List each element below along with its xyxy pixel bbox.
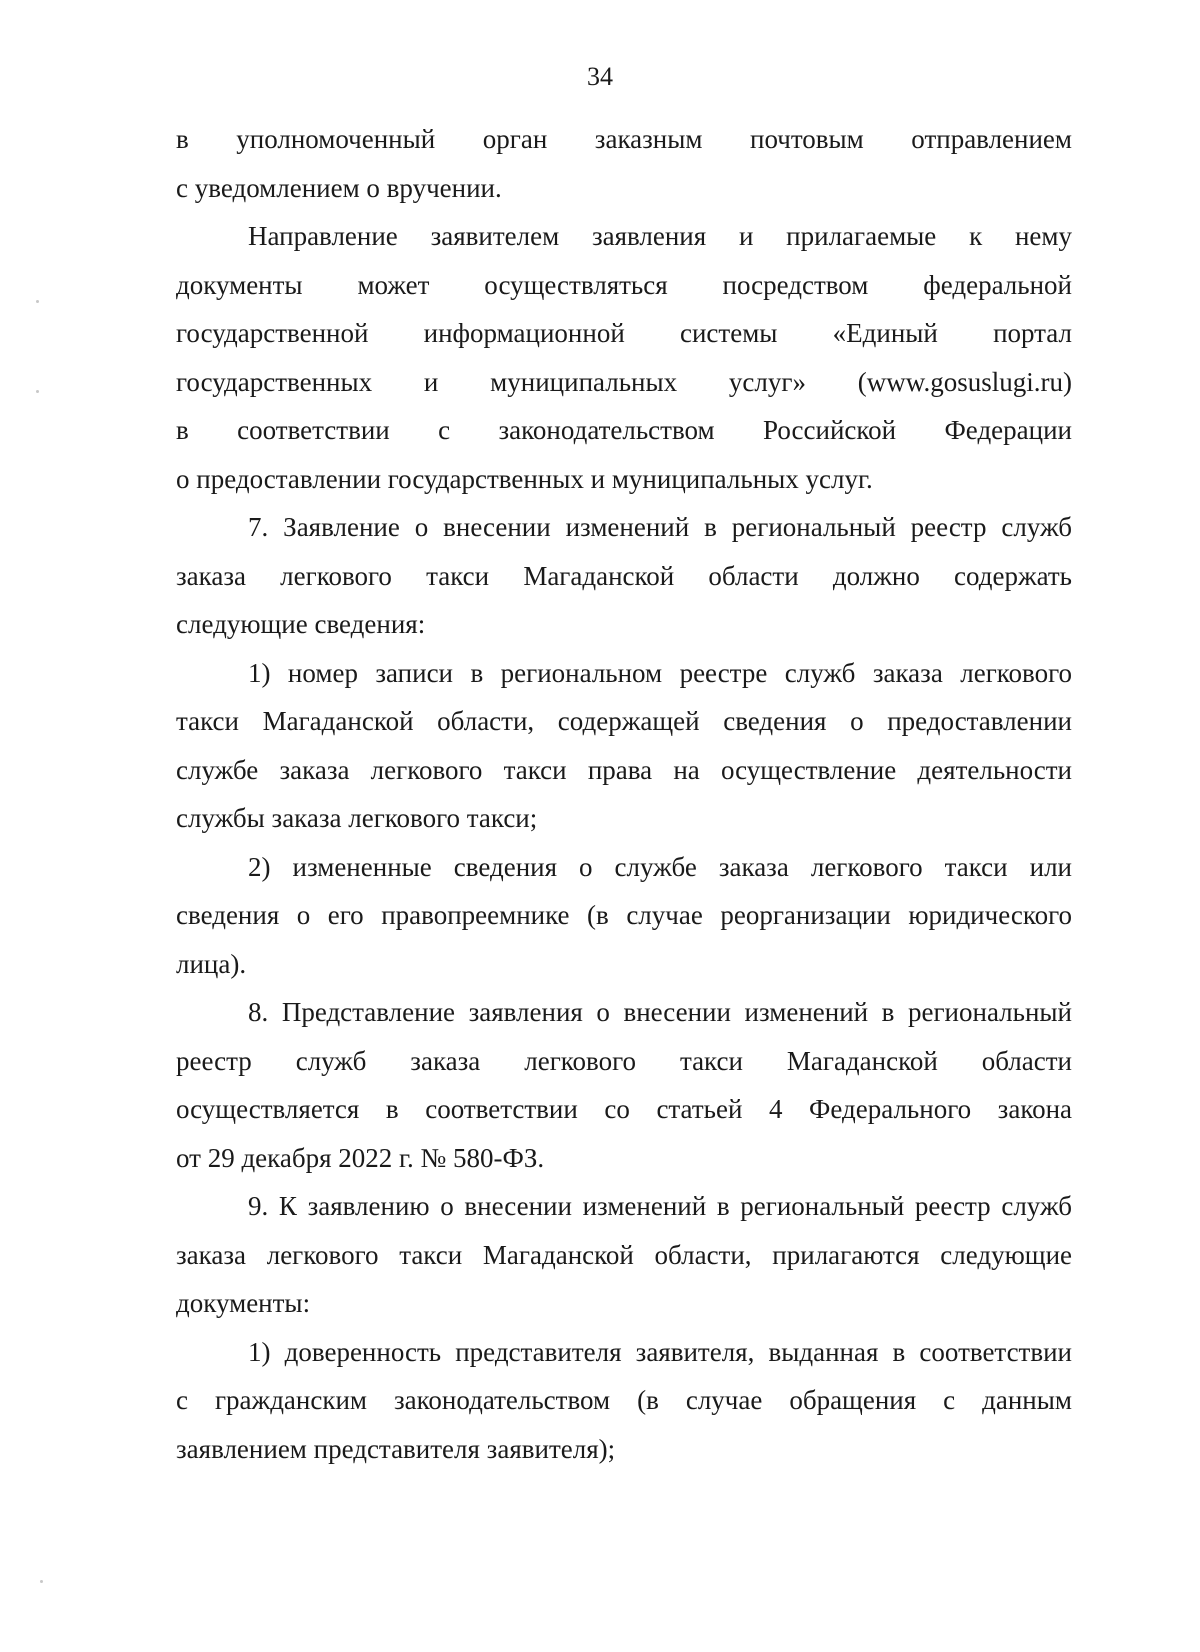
text-line: заявлением представителя заявителя); xyxy=(176,1433,616,1464)
paragraph-start-line: 9. К заявлению о внесении изменений в региональный реестр служб xyxy=(248,1191,1072,1221)
scan-speck xyxy=(40,1580,43,1583)
text-line: от 29 декабря 2022 г. № 580-ФЗ. xyxy=(176,1142,545,1173)
text-line: в уполномоченный орган заказным почтовым отправлением xyxy=(176,124,1072,154)
page-number: 34 xyxy=(587,62,613,91)
paragraph-start-line: 1) доверенность представителя заявителя, выданная в соответствии xyxy=(248,1336,1072,1367)
text-line: заказа легкового такси Магаданской области должно содержать xyxy=(176,560,1072,591)
scan-speck xyxy=(36,390,39,393)
scan-speck xyxy=(36,300,39,303)
text-line: о предоставлении государственных и муниципальных услуг. xyxy=(176,463,873,494)
text-line: государственной информационной системы «Единый портал xyxy=(176,318,1072,348)
paragraph-start-line: 1) номер записи в региональном реестре служб заказа легкового xyxy=(248,657,1072,688)
text-line: заказа легкового такси Магаданской области, прилагаются следующие xyxy=(176,1239,1072,1270)
text-line: с уведомлением о вручении. xyxy=(176,172,502,203)
text-line: службы заказа легкового такси; xyxy=(176,803,538,833)
paragraph-start-line: 2) измененные сведения о службе заказа легкового такси или xyxy=(248,851,1072,882)
document-body xyxy=(176,115,1072,1473)
text-line: документы: xyxy=(176,1288,311,1318)
text-line: государственных и муниципальных услуг» (www.gosuslugi.ru) xyxy=(176,366,1072,397)
text-line: осуществляется в соответствии со статьей 4 Федерального закона xyxy=(176,1094,1072,1124)
paragraph-start-line: 8. Представление заявления о внесении изменений в региональный xyxy=(248,997,1072,1027)
text-line: сведения о его правопреемнике (в случае реорганизации юридического xyxy=(176,900,1072,930)
text-line: лица). xyxy=(176,948,247,979)
text-line: службе заказа легкового такси права на осуществление деятельности xyxy=(176,754,1072,785)
text-line: следующие сведения: xyxy=(176,609,426,639)
text-line: с гражданским законодательством (в случае обращения с данным xyxy=(176,1385,1072,1415)
paragraph-start-line: Направление заявителем заявления и прилагаемые к нему xyxy=(248,221,1072,251)
text-line: такси Магаданской области, содержащей сведения о предоставлении xyxy=(176,706,1072,736)
text-line: реестр служб заказа легкового такси Магаданской области xyxy=(176,1045,1072,1076)
text-line: в соответствии с законодательством Российской Федерации xyxy=(176,415,1072,445)
paragraph-start-line: 7. Заявление о внесении изменений в региональный реестр служб xyxy=(248,512,1072,542)
text-line: документы может осуществляться посредством федеральной xyxy=(176,269,1072,300)
